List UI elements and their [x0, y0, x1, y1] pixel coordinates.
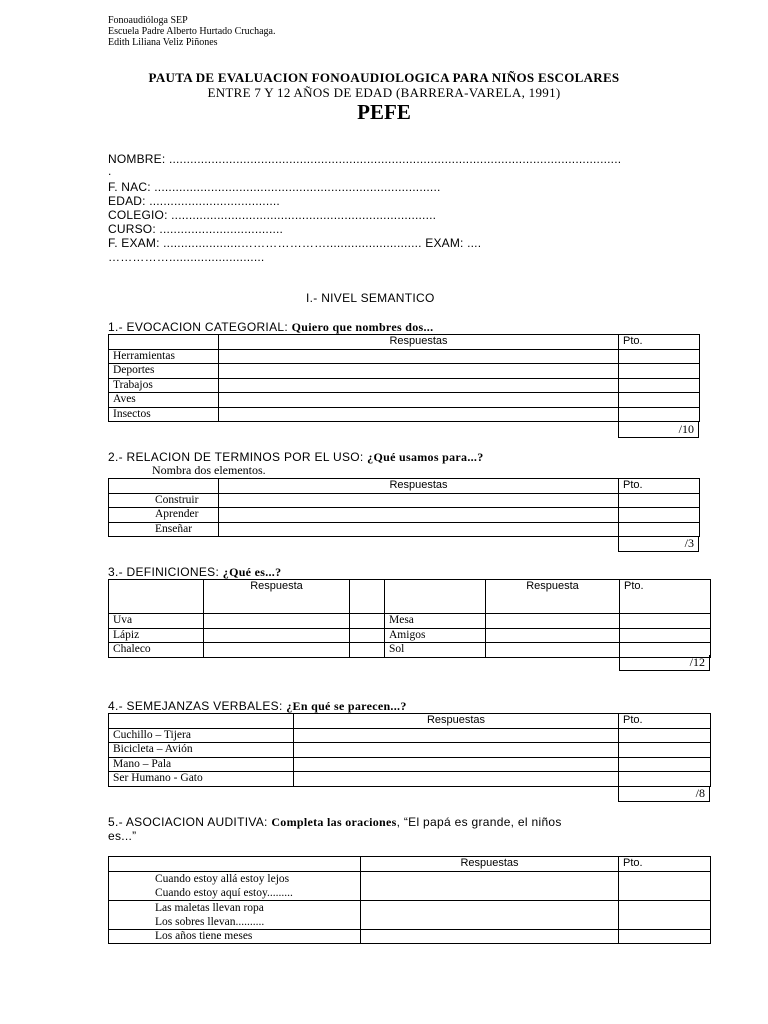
s2-instruction: Nombra dos elementos. — [152, 463, 266, 477]
s2-prompt: ¿Qué usamos para...? — [367, 450, 484, 464]
s3-total-score: /12 — [619, 655, 710, 671]
s1-heading — [108, 320, 433, 334]
answer-cell[interactable] — [294, 743, 619, 758]
s1-row-label: Trabajos — [109, 378, 219, 393]
s2-row-label: Construir — [109, 493, 219, 508]
s2-total-score: /3 — [618, 536, 699, 552]
score-cell[interactable] — [350, 643, 385, 658]
field-fecha-examen-cont: ……………........................... — [108, 250, 265, 264]
score-cell[interactable] — [619, 349, 700, 364]
answer-cell[interactable] — [204, 614, 350, 629]
document-subtitle: ENTRE 7 Y 12 AÑOS DE EDAD (BARRERA-VARELA, 1991) — [207, 85, 561, 100]
s5-label: 5.- ASOCIACION AUDITIVA: — [108, 815, 268, 829]
s4-row-label: Ser Humano - Gato — [109, 772, 294, 787]
answer-cell[interactable] — [204, 628, 350, 643]
document-title: PAUTA DE EVALUACION FONOAUDIOLOGICA PARA NIÑOS ESCOLARES — [148, 70, 620, 85]
answer-cell[interactable] — [219, 378, 619, 393]
field-curso[interactable]: CURSO: ................................... — [108, 222, 284, 236]
table-row — [109, 508, 700, 523]
s3-row-label-left: Chaleco — [109, 643, 204, 658]
s2-row-label: Enseñar — [109, 522, 219, 537]
score-cell[interactable] — [620, 614, 711, 629]
s3-header-blank-right — [385, 580, 486, 614]
header-line-1: Fonoaudióloga SEP — [108, 15, 188, 26]
s4-prompt: ¿En qué se parecen...? — [286, 699, 407, 713]
s3-label: 3.- DEFINICIONES: — [108, 565, 220, 579]
s5-row-sentences — [109, 871, 361, 900]
answer-cell[interactable] — [294, 728, 619, 743]
section-heading: I.- NIVEL SEMANTICO — [306, 291, 435, 305]
s1-row-label: Insectos — [109, 407, 219, 422]
s2-header-respuestas: Respuestas — [219, 479, 619, 494]
s5-header-blank — [109, 857, 361, 872]
answer-cell[interactable] — [361, 871, 619, 900]
s5-sentence: Las maletas llevan ropa — [155, 901, 264, 914]
answer-cell[interactable] — [486, 614, 620, 629]
s1-header-blank — [109, 335, 219, 350]
score-cell[interactable] — [619, 743, 711, 758]
s3-heading — [108, 565, 281, 579]
s1-total-score: /10 — [618, 422, 699, 438]
s2-table — [108, 478, 700, 537]
s3-header-respuesta-right: Respuesta — [486, 580, 620, 614]
s1-row-label: Deportes — [109, 364, 219, 379]
answer-cell[interactable] — [486, 643, 620, 658]
s5-row-label: Los años tiene meses — [109, 929, 361, 944]
score-cell[interactable] — [619, 728, 711, 743]
s1-table — [108, 334, 700, 422]
table-row — [109, 728, 711, 743]
s3-header-pto: Pto. — [620, 580, 711, 614]
s2-label: 2.- RELACION DE TERMINOS POR EL USO: — [108, 450, 364, 464]
table-row — [109, 900, 711, 929]
field-colegio[interactable]: COLEGIO: ........................................................................... — [108, 208, 437, 222]
s1-label: 1.- EVOCACION CATEGORIAL: — [108, 320, 288, 334]
s5-header-respuestas: Respuestas — [361, 857, 619, 872]
s3-header-blank-left — [109, 580, 204, 614]
answer-cell[interactable] — [294, 757, 619, 772]
s3-table — [108, 579, 711, 658]
s4-row-label: Cuchillo – Tijera — [109, 728, 294, 743]
s3-prompt: ¿Qué es...? — [222, 565, 282, 579]
s4-header-blank — [109, 714, 294, 729]
table-row — [109, 743, 711, 758]
score-cell[interactable] — [619, 900, 711, 929]
s4-label: 4.- SEMEJANZAS VERBALES: — [108, 699, 283, 713]
answer-cell[interactable] — [219, 364, 619, 379]
header-line-3: Edith Liliana Veliz Piñones — [108, 37, 218, 48]
s3-header-respuesta-left: Respuesta — [204, 580, 350, 614]
s1-row-label: Herramientas — [109, 349, 219, 364]
s5-header-pto: Pto. — [619, 857, 711, 872]
s3-row-label-right: Mesa — [385, 614, 486, 629]
table-row — [109, 393, 700, 408]
field-fecha-examen[interactable]: F. EXAM: ......................…………………........................... EXAM: .... — [108, 236, 482, 250]
document-code: PEFE — [357, 100, 411, 124]
s5-row-sentences — [109, 900, 361, 929]
s5-prompt: Completa las oraciones — [271, 815, 397, 829]
table-row — [109, 772, 711, 787]
s5-sentence: Cuando estoy allá estoy lejos — [155, 872, 290, 885]
s4-heading — [108, 699, 407, 713]
table-row — [109, 757, 711, 772]
answer-cell[interactable] — [486, 628, 620, 643]
score-cell[interactable] — [620, 628, 711, 643]
table-row — [109, 614, 711, 629]
score-cell[interactable] — [619, 407, 700, 422]
s5-heading — [108, 815, 693, 843]
score-cell[interactable] — [619, 757, 711, 772]
s3-row-label-left: Lápiz — [109, 628, 204, 643]
s3-row-label-right: Amigos — [385, 628, 486, 643]
s5-sentence: Cuando estoy aquí estoy......... — [155, 886, 293, 899]
table-row — [109, 522, 700, 537]
table-row — [109, 871, 711, 900]
s2-row-label: Aprender — [109, 508, 219, 523]
score-cell[interactable] — [350, 614, 385, 629]
field-nombre[interactable]: NOMBRE: ................................................................................................................................ — [108, 152, 622, 166]
answer-cell[interactable] — [219, 407, 619, 422]
table-row — [109, 493, 700, 508]
answer-cell[interactable] — [219, 508, 619, 523]
score-cell[interactable] — [619, 393, 700, 408]
field-edad[interactable]: EDAD: ..................................... — [108, 194, 280, 208]
s1-row-label: Aves — [109, 393, 219, 408]
s4-total-score: /8 — [618, 786, 710, 802]
header-line-2: Escuela Padre Alberto Hurtado Cruchaga. — [108, 26, 276, 37]
answer-cell[interactable] — [204, 643, 350, 658]
score-cell[interactable] — [619, 493, 700, 508]
score-cell[interactable] — [619, 522, 700, 537]
answer-cell[interactable] — [219, 493, 619, 508]
answer-cell[interactable] — [361, 929, 619, 944]
table-row — [109, 364, 700, 379]
score-cell[interactable] — [619, 929, 711, 944]
score-cell[interactable] — [619, 772, 711, 787]
field-nombre-cont: . — [108, 164, 112, 178]
table-row — [109, 929, 711, 944]
answer-cell[interactable] — [219, 349, 619, 364]
field-fecha-nacimiento[interactable]: F. NAC: ................................................................................. — [108, 180, 441, 194]
s4-header-pto: Pto. — [619, 714, 711, 729]
table-row — [109, 407, 700, 422]
s1-header-pto: Pto. — [619, 335, 700, 350]
s3-header-score-left — [350, 580, 385, 614]
table-row — [109, 349, 700, 364]
table-row — [109, 628, 711, 643]
table-row — [109, 378, 700, 393]
s2-heading — [108, 450, 484, 464]
s5-example-cont: es...” — [108, 829, 137, 843]
s2-header-pto: Pto. — [619, 479, 700, 494]
score-cell[interactable] — [350, 628, 385, 643]
s3-row-label-left: Uva — [109, 614, 204, 629]
s3-row-label-right: Sol — [385, 643, 486, 658]
s5-sentence: Los sobres llevan.......... — [155, 915, 265, 928]
score-cell[interactable] — [619, 871, 711, 900]
s4-table — [108, 713, 711, 787]
s1-header-respuestas: Respuestas — [219, 335, 619, 350]
s4-row-label: Mano – Pala — [109, 757, 294, 772]
score-cell[interactable] — [619, 508, 700, 523]
score-cell[interactable] — [619, 364, 700, 379]
answer-cell[interactable] — [361, 900, 619, 929]
s2-header-blank — [109, 479, 219, 494]
s5-table — [108, 856, 711, 944]
answer-cell[interactable] — [294, 772, 619, 787]
s1-prompt: Quiero que nombres dos... — [291, 320, 434, 334]
s4-row-label: Bicicleta – Avión — [109, 743, 294, 758]
answer-cell[interactable] — [219, 393, 619, 408]
s5-example: , “El papá es grande, el niños — [396, 815, 562, 829]
s4-header-respuestas: Respuestas — [294, 714, 619, 729]
score-cell[interactable] — [619, 378, 700, 393]
answer-cell[interactable] — [219, 522, 619, 537]
